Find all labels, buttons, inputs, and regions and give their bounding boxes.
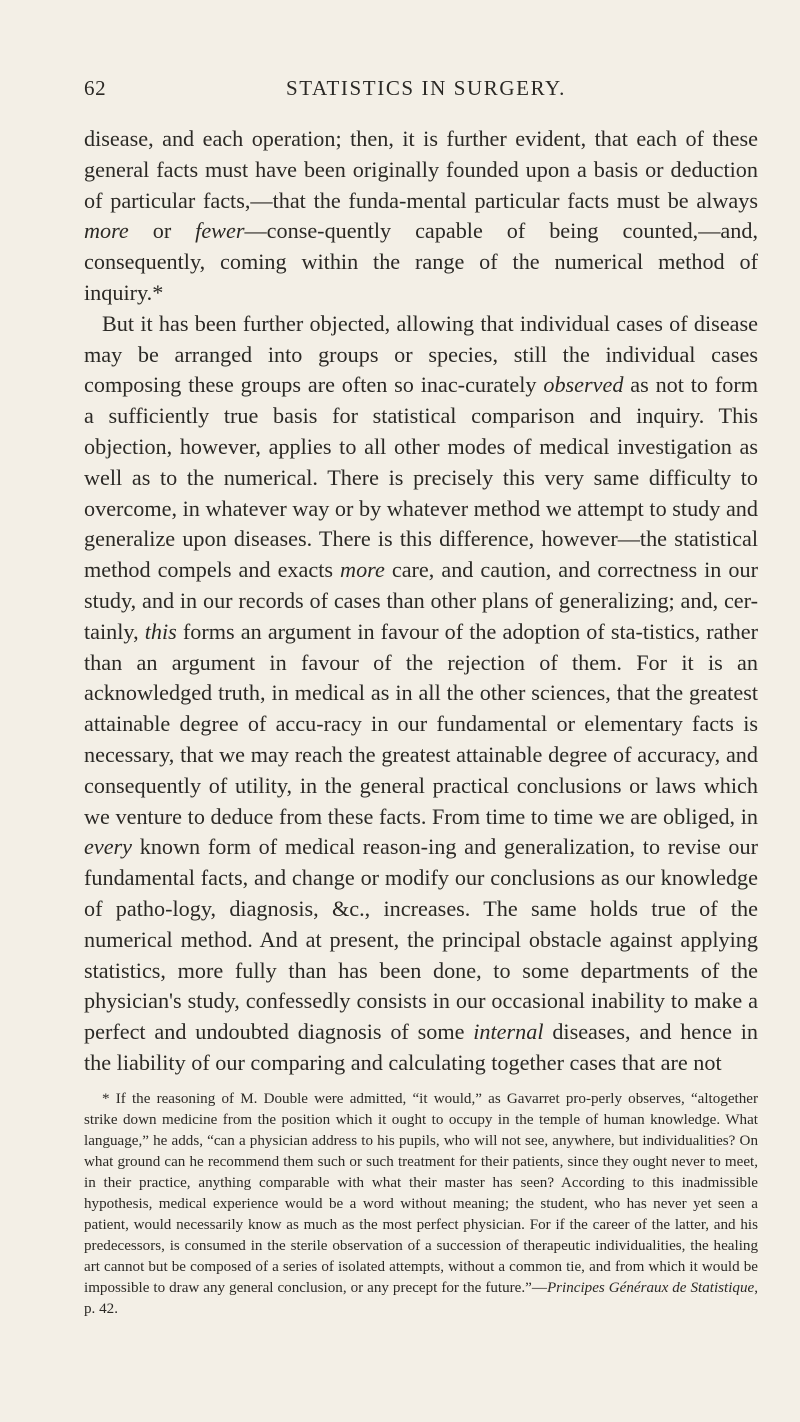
paragraph-2-text-3: care, and caution, and correctness in our study, and in our records of cases than other plans of generalizing; and, cer-tainly,	[84, 557, 758, 644]
paragraph-1-text-1: disease, and each operation; then, it is further evident, that each of these general facts must have been originally founded upon a basis or deduction of particular facts,—that the funda-mental particular facts must be always	[84, 126, 758, 213]
page-number: 62	[84, 76, 107, 100]
footnote-page-reference: , p. 42.	[84, 1279, 759, 1317]
emphasis-more-care: more	[340, 557, 385, 583]
footnote-source-title: Principes Généraux de Statistique	[546, 1279, 755, 1296]
book-page	[0, 72, 800, 1422]
paragraph-1-text-3: —conse-quently capable of being counted,—and, consequently, coming within the range of the numerical method of inquiry.*	[84, 218, 758, 305]
paragraph-2-text-2: as not to form a sufficiently true basis for statistical comparison and inquiry. This objection, however, applies to all other modes of medical investigation as well as to the numerical. There is precisely this very same difficulty to overcome, in whatever way or by whatever method we attempt to study and generalize upon diseases. There is this difference, however—the statistical method compels and exacts	[84, 372, 758, 583]
emphasis-internal: internal	[473, 1019, 544, 1045]
paragraph-1-text-2: or	[128, 218, 196, 244]
footnote-text-1: * If the reasoning of M. Double were admitted, “it would,” as Gavarret pro-perly observes, “altogether strike down medicine from the position which it ought to occupy in the temple of human knowledge. What language,” he adds, “can a physician address to his pupils, who will not see, anywhere, but individualities? On what ground can he recommend them such or such treatment for their patients, since they ought never to meet, in their practice, anything comparable with what their master has seen? According to this inadmissible hypothesis, medical experience would be a word without meaning; the student, who has never yet seen a patient, would necessarily know as much as the most perfect physician. For if the career of the latter, and his predecessors, is consumed in the sterile observation of a succession of therapeutic individualities, the healing art cannot but be composed of a series of isolated attempts, without a common tie, and from which it would be impossible to draw any general conclusion, or any precept for the future.”—	[84, 1090, 758, 1296]
page-header	[84, 72, 758, 114]
emphasis-fewer: fewer	[195, 218, 245, 244]
main-text	[84, 124, 758, 1079]
emphasis-this: this	[144, 618, 177, 644]
footnote-paragraph	[84, 1089, 758, 1320]
footnote	[84, 1089, 758, 1320]
paragraph-2	[84, 309, 758, 1079]
emphasis-every: every	[84, 834, 133, 860]
paragraph-2-text-6: diseases, and hence in the liability of our comparing and calculating together cases that are not	[84, 1019, 759, 1075]
emphasis-observed: observed	[543, 372, 624, 398]
paragraph-2-text-4: forms an argument in favour of the adoption of sta-tistics, rather than an argument in favour of the rejection of them. For it is an acknowledged truth, in medical as in all the other sciences, that the greatest attainable degree of accu-racy in our fundamental or elementary facts is necessary, that we may reach the greatest attainable degree of accuracy, and consequently of utility, in the general practical conclusions or laws which we venture to deduce from these facts. From time to time we are obliged, in	[84, 618, 759, 829]
paragraph-2-text-5: known form of medical reason-ing and generalization, to revise our fundamental facts, and change or modify our conclusions as our knowledge of patho-logy, diagnosis, &c., increases. The same holds true of the numerical method. And at present, the principal obstacle against applying statistics, more fully than has been done, to some departments of the physician's study, confessedly consists in our occasional inability to make a perfect and undoubted diagnosis of some	[84, 834, 758, 1045]
emphasis-more: more	[84, 218, 129, 244]
paragraph-2-text-1: But it has been further objected, allowing that individual cases of disease may be arranged into groups or species, still the individual cases composing these groups are often so inac-curately	[84, 310, 758, 398]
running-title: STATISTICS IN SURGERY.	[286, 76, 566, 100]
paragraph-1	[84, 124, 758, 309]
